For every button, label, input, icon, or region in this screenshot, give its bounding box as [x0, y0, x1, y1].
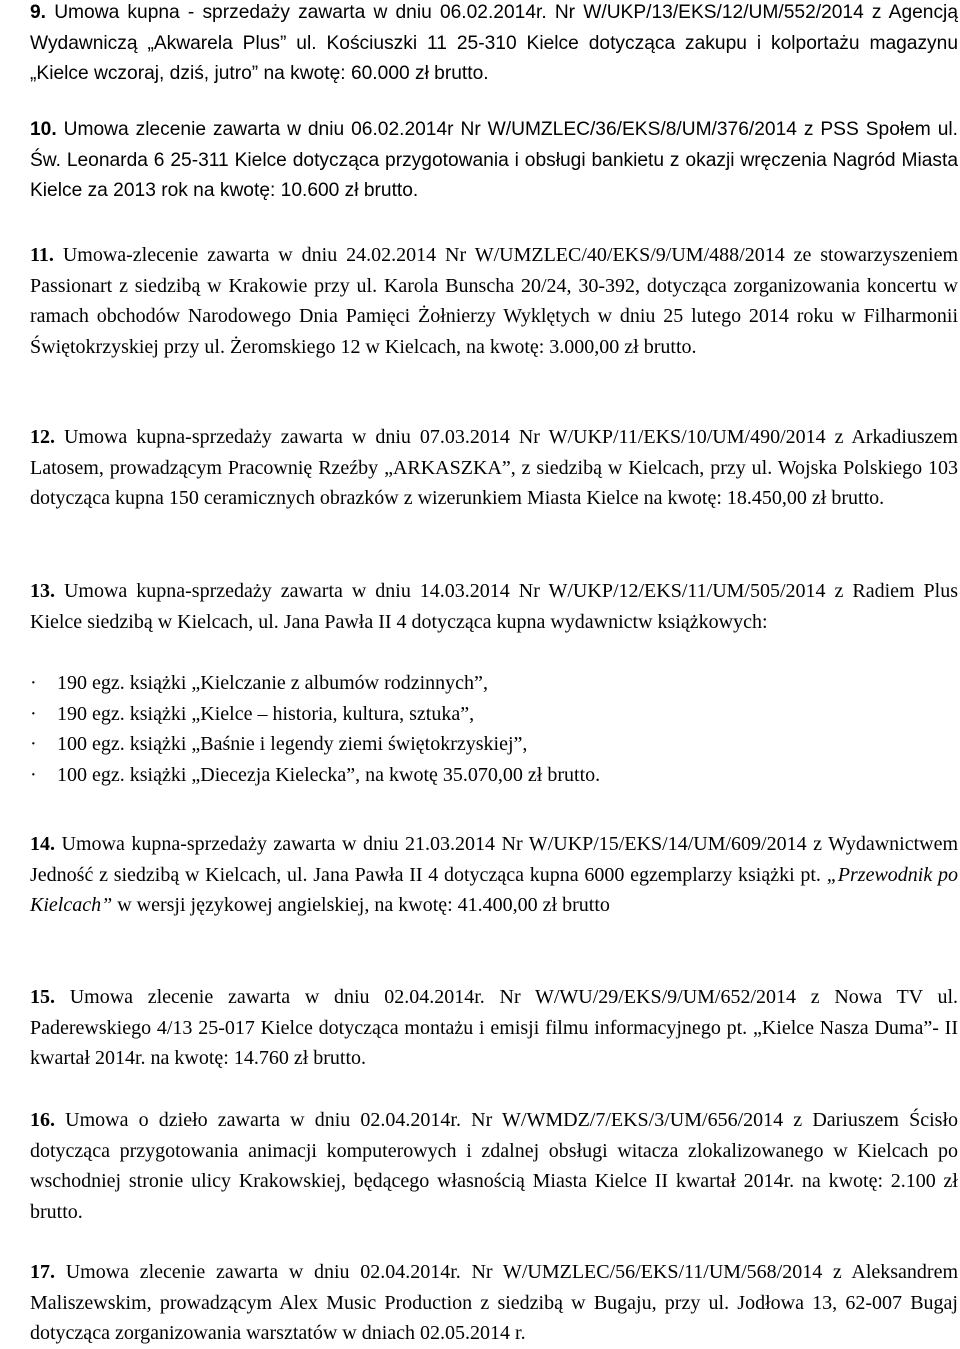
contract-item-14: [30, 829, 958, 921]
contract-item-9: [30, 0, 958, 90]
item-text: Umowa zlecenie zawarta w dniu 06.02.2014r Nr W/UMZLEC/36/EKS/8/UM/376/2014 z PSS Społem ul. Św. Leonarda 6 25-311 Kielce dotycząca przygotowania i obsługi bankietu z okazji wręczenia Nagród Miasta Kielce za 2013 rok na kwotę: 10.600 zł brutto.: [30, 119, 958, 201]
item-text: Umowa kupna - sprzedaży zawarta w dniu 06.02.2014r. Nr W/UKP/13/EKS/12/UM/552/2014 z Agencją Wydawniczą „Akwarela Plus” ul. Kościuszki 11 25-310 Kielce dotycząca zakupu i kolportażu magazynu „Kielce wczoraj, dziś, jutro” na kwotę: 60.000 zł brutto.: [30, 2, 958, 84]
list-item: · 100 egz. książki „Baśnie i legendy ziemi świętokrzyskiej”,: [30, 729, 958, 760]
book-title: „Przewodnik po Kielcach”: [30, 863, 958, 916]
contract-item-17: [30, 1257, 958, 1349]
item-number: 16.: [30, 1109, 55, 1131]
contract-item-15: [30, 982, 958, 1074]
item-text: Umowa zlecenie zawarta w dniu 02.04.2014r. Nr W/UMZLEC/56/EKS/11/UM/568/2014 z Aleksandrem Maliszewskim, prowadzącym Alex Music Production z siedzibą w Bugaju, przy ul. Jodłowa 13, 62-007 Bugaj dotycząca zorganizowania warsztatów w dniach 02.05.2014 r.: [30, 1261, 959, 1344]
list-item: · 190 egz. książki „Kielczanie z albumów rodzinnych”,: [30, 668, 958, 699]
item-number: 14.: [30, 833, 55, 855]
item-text: Umowa kupna-sprzedaży zawarta w dniu 14.03.2014 Nr W/UKP/12/EKS/11/UM/505/2014 z Radiem Plus Kielce siedzibą w Kielcach, ul. Jana Pawła II 4 dotycząca kupna wydawnictw książkowych:: [30, 580, 959, 633]
contract-item-12: [30, 422, 958, 514]
list-item: · 100 egz. książki „Diecezja Kielecka”, na kwotę 35.070,00 zł brutto.: [30, 760, 958, 791]
item-number: 9.: [30, 2, 47, 23]
contract-item-13: [30, 576, 958, 637]
item-text: Umowa-zlecenie zawarta w dniu 24.02.2014 Nr W/UMZLEC/40/EKS/9/UM/488/2014 ze stowarzyszeniem Passionart z siedzibą w Krakowie przy ul. Karola Bunscha 20/24, 30-392, dotycząca zorganizowania koncertu w ramach obchodów Narodowego Dnia Pamięci Żołnierzy Wyklętych w dniu 25 lutego 2014 roku w Filharmonii Świętokrzyskiej przy ul. Żeromskiego 12 w Kielcach, na kwotę: 3.000,00 zł brutto.: [30, 244, 959, 358]
book-list: [30, 668, 958, 790]
item-number: 12.: [30, 426, 55, 448]
item-number: 11.: [30, 244, 54, 266]
item-text: Umowa o dzieło zawarta w dniu 02.04.2014r. Nr W/WMDZ/7/EKS/3/UM/656/2014 z Dariuszem Ścisło dotycząca przygotowania animacji komputerowych i zdalnej obsługi witacza zlokalizowanego w Kielcach po wschodniej stronie ulicy Krakowskiej, będącego własnością Miasta Kielce II kwartał 2014r. na kwotę: 2.100 zł brutto.: [30, 1109, 958, 1223]
list-item: · 190 egz. książki „Kielce – historia, kultura, sztuka”,: [30, 699, 958, 730]
contract-item-16: [30, 1105, 958, 1227]
item-number: 17.: [30, 1261, 55, 1283]
item-text: Umowa kupna-sprzedaży zawarta w dniu 07.03.2014 Nr W/UKP/11/EKS/10/UM/490/2014 z Arkadiuszem Latosem, prowadzącym Pracownię Rzeźby „ARKASZKA”, z siedzibą w Kielcach, przy ul. Wojska Polskiego 103 dotycząca kupna 150 ceramicznych obrazków z wizerunkiem Miasta Kielce na kwotę: 18.450,00 zł brutto.: [30, 426, 958, 509]
item-number: 13.: [30, 580, 55, 602]
item-number: 10.: [30, 119, 57, 140]
contract-item-11: [30, 240, 958, 362]
item-text: Umowa kupna-sprzedaży zawarta w dniu 21.03.2014 Nr W/UKP/15/EKS/14/UM/609/2014 z Wydawnictwem Jedność z siedzibą w Kielcach, ul. Jana Pawła II 4 dotycząca kupna 6000 egzemplarzy książki pt.: [30, 833, 959, 886]
item-text: Umowa zlecenie zawarta w dniu 02.04.2014r. Nr W/WU/29/EKS/9/UM/652/2014 z Nowa TV ul. Paderewskiego 4/13 25-017 Kielce dotycząca montażu i emisji filmu informacyjnego pt. „Kielce Nasza Duma”- II kwartał 2014r. na kwotę: 14.760 zł brutto.: [30, 986, 959, 1069]
item-number: 15.: [30, 986, 55, 1008]
contract-item-10: [30, 115, 958, 207]
item-text-continued: w wersji językowej angielskiej, na kwotę: 41.400,00 zł brutto: [112, 894, 610, 916]
